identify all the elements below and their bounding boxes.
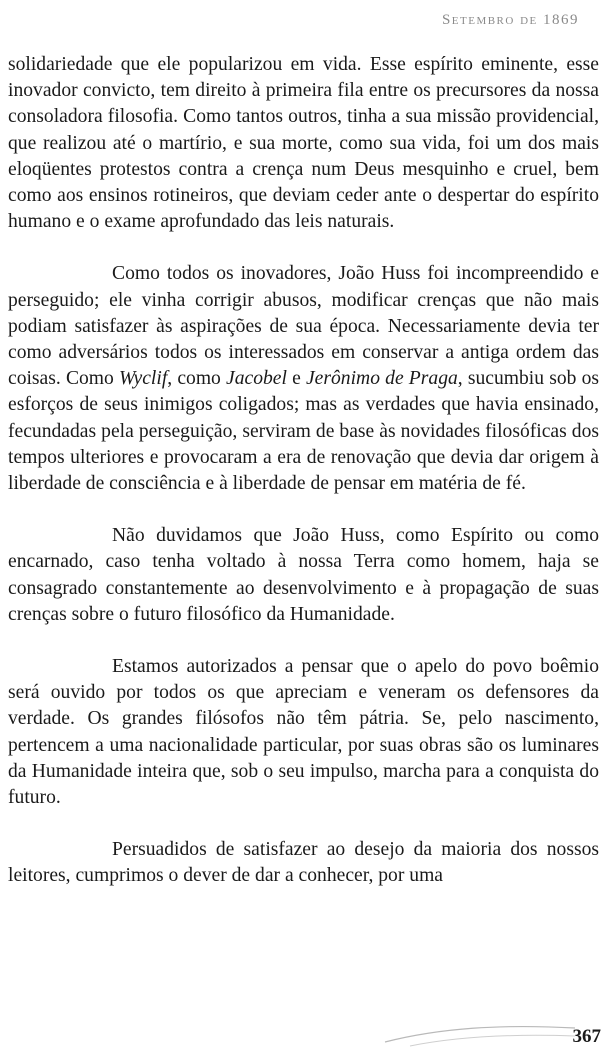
paragraph-2-part-1: Como todos os inovadores, João Huss foi incompreendido e perseguido; ele vinha corrigir abusos, modificar crenças que não mais podiam satisfazer às aspirações de sua época. Necessariamente devia ter como adversários todos os interessados em conservar a antiga ordem das coisas. Como (8, 263, 599, 390)
page-number: 367 (572, 1026, 601, 1047)
name-jeronimo-de-praga: Jerônimo de Praga (305, 368, 458, 390)
paragraph-2-part-3: e (286, 368, 306, 390)
page-body (8, 52, 599, 916)
paragraph-2 (8, 261, 599, 497)
paragraph-5: Persuadidos de satisfazer ao desejo da maioria dos nossos leitores, cumprimos o dever de dar a conhecer, por uma (8, 839, 599, 887)
name-wyclif: Wyclif (119, 368, 168, 390)
footer-swoosh-ornament (380, 1010, 580, 1050)
name-jacobel: Jacobel (226, 368, 287, 390)
paragraph-1: solidariedade que ele popularizou em vida. Esse espírito eminente, esse inovador convicto, tem direito à primeira fila entre os precursores da nossa consoladora filosofia. Como tantos outros, tinha a sua missão providencial, que realizou até o martírio, e sua morte, como sua vida, foi um dos mais eloqüentes protestos contra a crença num Deus mesquinho e cruel, bem como aos ensinos rotineiros, que deviam ceder ante o despertar do espírito humano e o exame aprofundado das leis naturais. (8, 54, 599, 233)
paragraph-3: Não duvidamos que João Huss, como Espírito ou como encarnado, caso tenha voltado à nossa Terra como homem, haja se consagrado constantemente ao desenvolvimento e à propagação de suas crenças sobre o futuro filosófico da Humanidade. (8, 525, 599, 625)
running-header: Setembro de 1869 (441, 12, 579, 28)
paragraph-2-part-2: , como (167, 368, 227, 390)
paragraph-4: Estamos autorizados a pensar que o apelo do povo boêmio será ouvido por todos os que apreciam e veneram os defensores da verdade. Os grandes filósofos não têm pátria. Se, pelo nascimento, pertencem a uma nacionalidade particular, por suas obras são os luminares da Humanidade inteira que, sob o seu impulso, marcha para a conquista do futuro. (8, 656, 599, 809)
paragraph-2-part-4: , sucumbiu sob os esforços de seus inimigos coligados; mas as verdades que havia ensinado, fecundadas pela perseguição, serviram de base às novidades filosóficas dos tempos ulteriores e provocaram a era de renovação que devia dar origem à liberdade de consciência e à liberdade de pensar em matéria de fé. (8, 368, 600, 495)
